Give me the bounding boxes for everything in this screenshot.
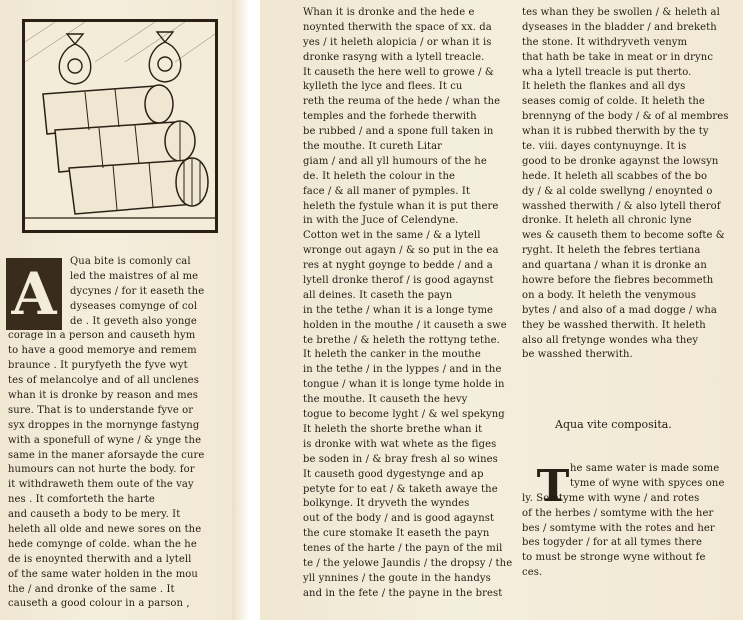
page-gutter bbox=[232, 0, 260, 620]
text-line: wronge out agayn / & so put in the ea bbox=[303, 245, 499, 257]
text-line: Qua bite is comonly cal bbox=[70, 256, 191, 267]
text-line: good to be dronke agaynst the lowsyn bbox=[522, 155, 719, 167]
text-line: dyseases in the bladder / and breketh bbox=[522, 21, 717, 33]
text-line: de . It geveth also yonge bbox=[70, 315, 197, 327]
text-line: yes / it heleth alopicia / or whan it is bbox=[303, 36, 492, 48]
text-line: togue to become lyght / & wel spekyng bbox=[303, 409, 505, 421]
text-line: Cotton wet in the same / & a lytell bbox=[303, 230, 481, 242]
text-line: the / and dronke of the same . It bbox=[8, 583, 175, 595]
text-line: heleth all olde and newe sores on the bbox=[8, 524, 202, 536]
text-line: in with the Juce of Celendyne. bbox=[303, 215, 459, 227]
text-line: lytell dronke therof / is good agaynst bbox=[303, 275, 494, 287]
text-line: in the tethe / whan it is a longe tyme bbox=[303, 304, 494, 316]
text-line: causeth a good colour in a parson , bbox=[8, 598, 190, 610]
text-line: petyte for to eat / & taketh awaye the bbox=[303, 483, 498, 495]
text-line: tes of melancolye and of all unclenes bbox=[8, 375, 199, 387]
text-line: bolkynge. It dryveth the wyndes bbox=[303, 498, 470, 510]
text-line: bes / somtyme with the rotes and her bbox=[522, 522, 715, 534]
text-line: the mouthe. It cureth Litar bbox=[303, 141, 443, 153]
text-line: heleth the fystule whan it is put there bbox=[303, 200, 499, 212]
text-line: te brethe / & heleth the rottyng tethe. bbox=[303, 334, 500, 346]
text-line: yll ynnines / the goute in the handys bbox=[303, 572, 491, 584]
text-line: tenes of the harte / the payn of the mil bbox=[303, 543, 503, 555]
text-line: kylleth the lyce and flees. It cu bbox=[303, 81, 463, 93]
text-line: tyme of wyne with spyces one bbox=[570, 477, 725, 489]
text-line: tes whan they be swollen / & heleth al bbox=[522, 7, 720, 18]
text-line: giam / and all yll humours of the he bbox=[303, 155, 487, 167]
text-line: led the maistres of al me bbox=[70, 270, 199, 282]
text-line: to have a good memorye and remem bbox=[8, 345, 197, 357]
text-line: te. viii. dayes contynuynge. It is bbox=[522, 141, 687, 153]
text-line: the stone. It withdryveth venym bbox=[522, 36, 688, 48]
text-line: also all fretynge wondes wha they bbox=[522, 334, 699, 346]
section-heading: Aqua vite composita. bbox=[555, 418, 672, 431]
text-line: res at nyght goynge to bedde / and a bbox=[303, 260, 493, 272]
text-line: dyseases comynge of col bbox=[70, 300, 198, 312]
text-line: noynted therwith the space of xx. da bbox=[303, 21, 492, 33]
text-line: in the tethe / in the lyppes / and in the bbox=[303, 364, 502, 376]
text-line: be wasshed therwith. bbox=[522, 349, 633, 361]
left-page-text bbox=[8, 255, 228, 612]
text-line: all deines. It caseth the payn bbox=[303, 289, 453, 301]
left-page bbox=[0, 0, 232, 620]
text-line: same in the maner aforsayde the cure bbox=[8, 449, 205, 461]
text-line: tongue / whan it is longe tyme holde in bbox=[303, 379, 505, 391]
text-line: syx droppes in the mornynge fastyng bbox=[8, 419, 200, 431]
text-line: and quartana / whan it is dronke an bbox=[522, 260, 707, 272]
text-line: holden in the mouthe / it causeth a swe bbox=[303, 319, 507, 331]
text-line: wha a lytell treacle is put therto. bbox=[522, 66, 692, 78]
woodcut-illustration bbox=[22, 19, 218, 233]
right-page-column-2 bbox=[522, 6, 732, 363]
text-line: of the same water holden in the mou bbox=[8, 568, 198, 580]
text-line: they be wasshed therwith. It heleth bbox=[522, 319, 706, 331]
text-line: hede. It heleth all scabbes of the bo bbox=[522, 170, 708, 182]
text-line: howre before the fiebres becommeth bbox=[522, 275, 714, 287]
text-line: It heleth the flankes and all dys bbox=[522, 81, 686, 93]
text-line: nes . It comforteth the harte bbox=[8, 494, 155, 506]
text-line: dronke. It heleth all chronic lyne bbox=[522, 215, 692, 227]
text-line: of the herbes / somtyme with the her bbox=[522, 507, 714, 519]
drop-cap-initial: A bbox=[6, 258, 62, 330]
text-line: te / the yelowe Jaundis / the dropsy / the bbox=[303, 557, 513, 569]
text-line: be rubbed / and a spone full taken in bbox=[303, 126, 494, 138]
text-line: it withdraweth them oute of the vay bbox=[8, 479, 194, 491]
text-line: It heleth the canker in the mouthe bbox=[303, 349, 481, 361]
text-line: the cure stomake It easeth the payn bbox=[303, 528, 490, 540]
right-page-column-1 bbox=[303, 6, 525, 602]
text-line: ly. Somtyme with wyne / and rotes bbox=[522, 492, 700, 504]
text-line: sure. That is to understande fyve or bbox=[8, 404, 194, 416]
text-line: that hath be take in meat or in drync bbox=[522, 51, 714, 63]
text-line: to must be stronge wyne without fe bbox=[522, 552, 706, 564]
text-line: out of the body / and is good agaynst bbox=[303, 513, 495, 525]
text-line: It causeth the here well to growe / & bbox=[303, 66, 494, 78]
text-line: braunce . It puryfyeth the fyve wyt bbox=[8, 360, 188, 372]
text-line: be soden in / & bray fresh al so wines bbox=[303, 453, 498, 465]
text-line: bes togyder / for at all tymes there bbox=[522, 537, 702, 549]
text-line: and in the fete / the payne in the brest bbox=[303, 587, 503, 599]
text-line: brennyng of the body / & of al membres bbox=[522, 111, 729, 123]
text-line: wasshed therwith / & also lytell therof bbox=[522, 200, 721, 212]
text-line: ces. bbox=[522, 567, 543, 579]
drop-cap-initial: T bbox=[536, 461, 570, 512]
text-line: and causeth a body to be mery. It bbox=[8, 509, 181, 521]
text-line: ryght. It heleth the febres tertiana bbox=[522, 245, 701, 257]
text-line: humours can not hurte the body. for bbox=[8, 464, 195, 476]
text-line: corage in a person and causeth hym bbox=[8, 330, 196, 342]
text-line: hede comynge of colde. whan the he bbox=[8, 538, 197, 550]
text-line: It causeth good dygestynge and ap bbox=[303, 468, 484, 480]
text-line: face / & all maner of pymples. It bbox=[303, 185, 470, 197]
text-line: de. It heleth the colour in the bbox=[303, 170, 456, 182]
text-line: reth the reuma of the hede / whan the bbox=[303, 96, 501, 108]
text-line: whan it is dronke by reason and mes bbox=[8, 390, 198, 402]
text-line: dy / & al colde swellyng / enoynted o bbox=[522, 185, 713, 197]
right-page-column-2-continued bbox=[522, 462, 732, 581]
text-line: with a sponefull of wyne / & ynge the bbox=[8, 434, 202, 446]
text-line: dycynes / for it easeth the bbox=[70, 285, 205, 297]
text-line: bytes / and also of a mad dogge / wha bbox=[522, 304, 717, 316]
text-line: whan it is rubbed therwith by the ty bbox=[522, 126, 709, 138]
text-line: he same water is made some bbox=[570, 463, 720, 474]
text-line: Whan it is dronke and the hede e bbox=[303, 7, 475, 18]
text-line: is dronke with wat whete as the figes bbox=[303, 438, 497, 450]
text-line: on a body. It heleth the venymous bbox=[522, 289, 697, 301]
text-line: temples and the forhede therwith bbox=[303, 111, 477, 123]
text-line: the mouthe. It causeth the hevy bbox=[303, 394, 468, 406]
text-line: de is enoynted therwith and a lytell bbox=[8, 553, 192, 565]
text-line: It heleth the shorte brethe whan it bbox=[303, 423, 483, 435]
text-line: wes & causeth them to become softe & bbox=[522, 230, 725, 242]
text-line: dronke rasyng with a lytell treacle. bbox=[303, 51, 485, 63]
text-line: seases comig of colde. It heleth the bbox=[522, 96, 705, 108]
